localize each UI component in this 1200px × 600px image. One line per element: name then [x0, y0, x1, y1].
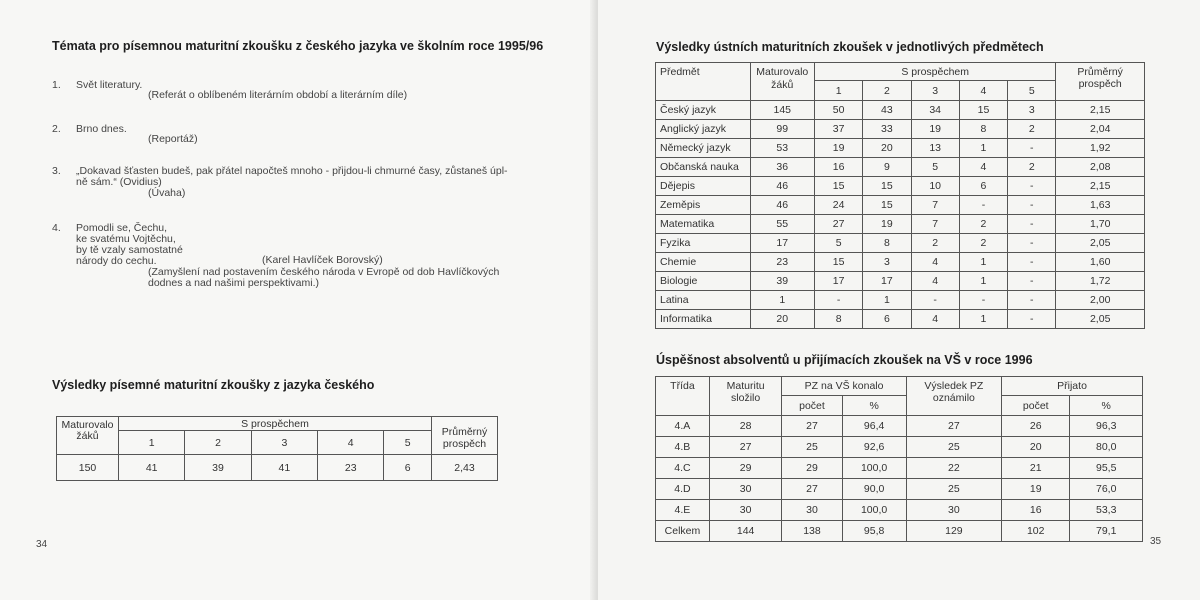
cell-grade: 33 [863, 120, 911, 139]
cell-maturity: 29 [709, 458, 782, 479]
cell-grade: 1 [959, 253, 1007, 272]
col-avg [1056, 63, 1145, 101]
cell-grade: 2 [911, 234, 959, 253]
cell-grade: - [1008, 196, 1056, 215]
cell-grade: 34 [911, 101, 959, 120]
table-row [656, 120, 1145, 139]
cell-avg: 1,72 [1056, 272, 1145, 291]
topic-number: 1. [52, 79, 61, 91]
grade-4: 4 [959, 81, 1007, 101]
cell-result: 25 [906, 437, 1001, 458]
cell-grade: 23 [318, 455, 384, 481]
cell-subject: Biologie [656, 272, 751, 291]
cell-grade: 17 [863, 272, 911, 291]
table-row [656, 458, 1143, 479]
cell-grade: 24 [814, 196, 862, 215]
left-page [0, 0, 598, 600]
cell-result: 30 [906, 500, 1001, 521]
cell-result: 25 [906, 479, 1001, 500]
oral-results-rows [656, 101, 1145, 329]
col-avg [432, 417, 498, 455]
topic-item-3 [52, 166, 562, 206]
cell-grade: 1 [959, 139, 1007, 158]
cell-acc-count: 16 [1002, 500, 1070, 521]
cell-subject: Fyzika [656, 234, 751, 253]
oral-results-table [655, 62, 1145, 329]
cell-grade: 19 [911, 120, 959, 139]
cell-grade: 8 [814, 310, 862, 329]
topic-item-4 [52, 223, 562, 295]
cell-grade: 2 [1008, 158, 1056, 177]
cell-class: 4.C [656, 458, 710, 479]
topic-text: Svět literatury. [76, 79, 143, 91]
col-pz-count: počet [782, 396, 842, 416]
cell-grade: 15 [959, 101, 1007, 120]
cell-subject: Občanská nauka [656, 158, 751, 177]
cell-grade: 2 [959, 215, 1007, 234]
cell-acc-pct: 53,3 [1070, 500, 1143, 521]
cell-students: 39 [750, 272, 814, 291]
grade-5: 5 [1008, 81, 1056, 101]
written-results-table [56, 416, 498, 481]
cell-subject: Dějepis [656, 177, 751, 196]
table-row [656, 177, 1145, 196]
cell-maturity: 30 [709, 479, 782, 500]
grade-1: 1 [119, 431, 185, 455]
cell-avg: 2,05 [1056, 234, 1145, 253]
cell-pz-pct: 100,0 [842, 500, 906, 521]
topic-item-2 [52, 124, 552, 154]
topic-text: ně sám.“ (Ovidius) [76, 176, 162, 188]
cell-maturity: 30 [709, 500, 782, 521]
col-result-label: Výsledek PZ oznámilo [924, 380, 984, 404]
cell-class: 4.B [656, 437, 710, 458]
col-accepted: Přijato [1002, 377, 1143, 396]
cell-students: 20 [750, 310, 814, 329]
university-results-table [655, 376, 1143, 542]
topic-text: Brno dnes. [76, 123, 127, 135]
cell-grade: - [1008, 234, 1056, 253]
cell-grade: 15 [814, 177, 862, 196]
cell-students: 46 [750, 177, 814, 196]
cell-avg: 2,15 [1056, 101, 1145, 120]
cell-students: 23 [750, 253, 814, 272]
cell-acc-count: 102 [1002, 521, 1070, 542]
cell-pz-count: 27 [782, 479, 842, 500]
cell-grade: 13 [911, 139, 959, 158]
col-avg-label: Průměrný prospěch [1077, 66, 1123, 90]
cell-students: 17 [750, 234, 814, 253]
cell-grade: 4 [959, 158, 1007, 177]
cell-grade: 5 [814, 234, 862, 253]
cell-grade: 1 [959, 272, 1007, 291]
topic-note: (Úvaha) [148, 187, 186, 199]
cell-grade: 9 [863, 158, 911, 177]
topic-note: dodnes a nad našimi perspektivami.) [148, 277, 320, 289]
cell-grade: - [1008, 215, 1056, 234]
cell-maturity: 28 [709, 416, 782, 437]
cell-grade: 7 [911, 215, 959, 234]
cell-class: Celkem [656, 521, 710, 542]
cell-acc-pct: 96,3 [1070, 416, 1143, 437]
topic-text: „Dokavad šťasten budeš, pak přátel napočteš mnoho - přijdou-li chmurné časy, zůstaneš úpl- [76, 165, 508, 177]
cell-pz-pct: 92,6 [842, 437, 906, 458]
table-row [57, 455, 498, 481]
cell-pz-pct: 96,4 [842, 416, 906, 437]
cell-grade: - [959, 291, 1007, 310]
cell-maturity: 27 [709, 437, 782, 458]
table-row [656, 291, 1145, 310]
cell-pz-pct: 100,0 [842, 458, 906, 479]
oral-results-heading: Výsledky ústních maturitních zkoušek v jednotlivých předmětech [656, 40, 1044, 54]
cell-grade: - [1008, 177, 1056, 196]
table-row [656, 234, 1145, 253]
cell-grade: 50 [814, 101, 862, 120]
cell-grade: 8 [863, 234, 911, 253]
col-grades: S prospěchem [814, 63, 1055, 81]
col-pz-pct: % [842, 396, 906, 416]
cell-students: 36 [750, 158, 814, 177]
university-results-heading: Úspěšnost absolventů u přijímacích zkoušek na VŠ v roce 1996 [656, 353, 1033, 367]
cell-subject: Zeměpis [656, 196, 751, 215]
col-avg-label: Průměrný prospěch [441, 426, 488, 450]
cell-class: 4.D [656, 479, 710, 500]
cell-grade: - [1008, 291, 1056, 310]
col-students [750, 63, 814, 101]
grade-3: 3 [911, 81, 959, 101]
cell-subject: Informatika [656, 310, 751, 329]
col-acc-count: počet [1002, 396, 1070, 416]
cell-grade: 7 [911, 196, 959, 215]
cell-avg: 1,63 [1056, 196, 1145, 215]
cell-acc-count: 19 [1002, 479, 1070, 500]
topic-note: (Reportáž) [148, 133, 198, 145]
cell-grade: 39 [185, 455, 251, 481]
table-row [656, 158, 1145, 177]
cell-students: 150 [57, 455, 119, 481]
table-header-row [656, 63, 1145, 81]
cell-grade: 6 [959, 177, 1007, 196]
cell-grade: 2 [959, 234, 1007, 253]
cell-subject: Matematika [656, 215, 751, 234]
cell-grade: - [959, 196, 1007, 215]
topics-heading: Témata pro písemnou maturitní zkoušku z českého jazyka ve školním roce 1995/96 [52, 39, 544, 53]
cell-avg: 2,05 [1056, 310, 1145, 329]
cell-grade: 10 [911, 177, 959, 196]
cell-grade: 19 [814, 139, 862, 158]
page-number: 35 [1150, 536, 1162, 547]
col-pz: PZ na VŠ konalo [782, 377, 906, 396]
cell-acc-pct: 79,1 [1070, 521, 1143, 542]
cell-acc-count: 20 [1002, 437, 1070, 458]
topic-number: 3. [52, 165, 61, 177]
table-row [656, 479, 1143, 500]
cell-class: 4.E [656, 500, 710, 521]
cell-grade: 19 [863, 215, 911, 234]
cell-pz-count: 29 [782, 458, 842, 479]
col-maturity-label: Maturitu složilo [726, 380, 765, 404]
cell-grade: 4 [911, 310, 959, 329]
table-row [656, 437, 1143, 458]
written-results-heading: Výsledky písemné maturitní zkoušky z jazyka českého [52, 378, 375, 392]
table-row [656, 253, 1145, 272]
col-acc-pct: % [1070, 396, 1143, 416]
topic-item-1 [52, 80, 552, 110]
cell-grade: 6 [384, 455, 432, 481]
cell-grade: 16 [814, 158, 862, 177]
cell-students: 145 [750, 101, 814, 120]
cell-grade: 43 [863, 101, 911, 120]
cell-grade: 3 [863, 253, 911, 272]
table-header-row [656, 377, 1143, 396]
cell-result: 129 [906, 521, 1001, 542]
cell-subject: Německý jazyk [656, 139, 751, 158]
cell-grade: 15 [863, 177, 911, 196]
cell-pz-count: 30 [782, 500, 842, 521]
cell-students: 1 [750, 291, 814, 310]
cell-grade: 1 [863, 291, 911, 310]
cell-grade: 2 [1008, 120, 1056, 139]
cell-grade: - [1008, 272, 1056, 291]
cell-grade: 20 [863, 139, 911, 158]
cell-avg: 2,00 [1056, 291, 1145, 310]
cell-grade: 17 [814, 272, 862, 291]
cell-acc-count: 21 [1002, 458, 1070, 479]
topic-note: (Zamyšlení nad postavením českého národa v Evropě od dob Havlíčkových [148, 266, 500, 278]
table-row [656, 101, 1145, 120]
cell-subject: Chemie [656, 253, 751, 272]
cell-grade: 4 [911, 253, 959, 272]
cell-grade: 15 [814, 253, 862, 272]
cell-grade: 27 [814, 215, 862, 234]
cell-acc-pct: 76,0 [1070, 479, 1143, 500]
cell-result: 22 [906, 458, 1001, 479]
topic-number: 4. [52, 222, 61, 234]
cell-grade: 37 [814, 120, 862, 139]
cell-avg: 2,08 [1056, 158, 1145, 177]
cell-grade: 8 [959, 120, 1007, 139]
cell-pz-pct: 90,0 [842, 479, 906, 500]
cell-acc-pct: 95,5 [1070, 458, 1143, 479]
cell-result: 27 [906, 416, 1001, 437]
cell-grade: 5 [911, 158, 959, 177]
cell-students: 99 [750, 120, 814, 139]
poem-line: ke svatému Vojtěchu, [76, 233, 176, 245]
cell-pz-count: 138 [782, 521, 842, 542]
cell-acc-pct: 80,0 [1070, 437, 1143, 458]
cell-maturity: 144 [709, 521, 782, 542]
cell-pz-pct: 95,8 [842, 521, 906, 542]
poem-line: Pomodli se, Čechu, [76, 222, 168, 234]
cell-avg: 2,15 [1056, 177, 1145, 196]
col-students-label: Maturovalo žáků [61, 419, 114, 442]
grade-3: 3 [251, 431, 317, 455]
table-header-row [57, 417, 498, 431]
table-row [656, 196, 1145, 215]
cell-avg: 1,60 [1056, 253, 1145, 272]
right-page [598, 0, 1200, 600]
cell-grade: - [814, 291, 862, 310]
table-row [656, 521, 1143, 542]
cell-students: 55 [750, 215, 814, 234]
cell-subject: Latina [656, 291, 751, 310]
col-grades: S prospěchem [119, 417, 432, 431]
cell-students: 53 [750, 139, 814, 158]
grade-2: 2 [863, 81, 911, 101]
cell-subject: Český jazyk [656, 101, 751, 120]
topic-note: (Referát o oblíbeném literárním období a literárním díle) [148, 89, 408, 101]
table-row [656, 215, 1145, 234]
table-header-row [57, 431, 498, 455]
col-maturity [709, 377, 782, 416]
grade-2: 2 [185, 431, 251, 455]
cell-grade: 15 [863, 196, 911, 215]
col-students [57, 417, 119, 455]
cell-grade: 4 [911, 272, 959, 291]
grade-1: 1 [814, 81, 862, 101]
cell-avg: 1,92 [1056, 139, 1145, 158]
poem-author: (Karel Havlíček Borovský) [262, 254, 383, 266]
cell-grade: 41 [119, 455, 185, 481]
cell-acc-count: 26 [1002, 416, 1070, 437]
page-number: 34 [36, 539, 48, 550]
cell-grade: 6 [863, 310, 911, 329]
poem-line: by tě vzaly samostatné [76, 244, 183, 256]
topic-number: 2. [52, 123, 61, 135]
cell-pz-count: 25 [782, 437, 842, 458]
cell-class: 4.A [656, 416, 710, 437]
cell-avg: 1,70 [1056, 215, 1145, 234]
university-results-rows [656, 416, 1143, 542]
cell-grade: 41 [251, 455, 317, 481]
cell-grade: 3 [1008, 101, 1056, 120]
table-row [656, 500, 1143, 521]
col-result [906, 377, 1001, 416]
cell-grade: - [1008, 253, 1056, 272]
cell-pz-count: 27 [782, 416, 842, 437]
table-row [656, 416, 1143, 437]
col-class: Třída [656, 377, 710, 416]
cell-students: 46 [750, 196, 814, 215]
col-subject: Předmět [656, 63, 751, 101]
col-students-label: Maturovalo žáků [756, 66, 809, 91]
table-row [656, 272, 1145, 291]
table-row [656, 310, 1145, 329]
cell-grade: - [1008, 310, 1056, 329]
grade-5: 5 [384, 431, 432, 455]
table-row [656, 139, 1145, 158]
cell-subject: Anglický jazyk [656, 120, 751, 139]
cell-avg: 2,43 [432, 455, 498, 481]
cell-grade: - [1008, 139, 1056, 158]
poem-line: národy do cechu. [76, 255, 157, 267]
grade-4: 4 [318, 431, 384, 455]
cell-avg: 2,04 [1056, 120, 1145, 139]
cell-grade: 1 [959, 310, 1007, 329]
cell-grade: - [911, 291, 959, 310]
